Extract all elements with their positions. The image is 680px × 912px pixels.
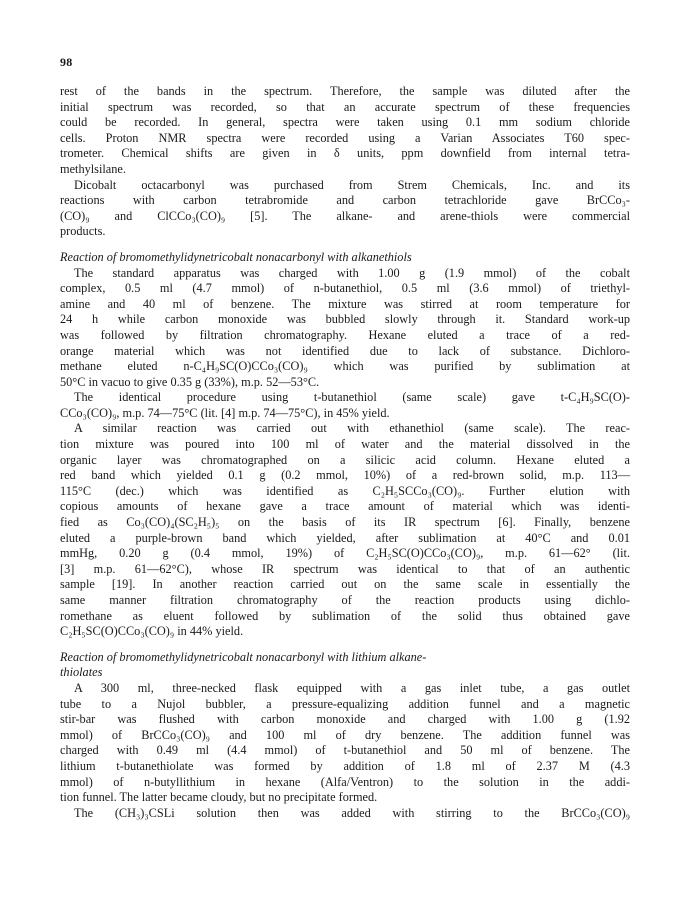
text-line: methylsilane. [60,161,126,176]
text-line: methane eluted n-C₄H₉SC(O)CCo₃(CO)₉ which was purified by sublimation at [60,359,630,374]
paragraph-ethanethiol [60,421,630,639]
text-line: fied as Co₃(CO)₄(SC₂H₅)₅ on the basis of its IR spectrum [6]. Finally, benzene [60,515,630,530]
text-line: cells. Proton NMR spectra were recorded using a Varian Associates T60 spec- [60,130,630,145]
text-line: (CO)₉ and ClCCo₃(CO)₉ [5]. The alkane- and arene-thiols were commercial [60,208,630,223]
text-line: A similar reaction was carried out with ethanethiol (same scale). The reac- [74,421,630,436]
text-line: A 300 ml, three-necked flask equipped with a gas inlet tube, a gas outlet [74,680,630,695]
text-line: tion mixture was poured into 100 ml of water and the material dissolved in the [60,437,630,452]
paragraph-materials [60,178,630,240]
text-line: C₂H₅SC(O)CCo₃(CO)₉ in 44% yield. [60,624,244,639]
text-line: The (CH₃)₃CSLi solution then was added with stirring to the BrCCo₃(CO)₉ [74,805,630,820]
text-line: was followed by filtration chromatography. Hexane eluted a trace of a red- [60,327,630,342]
text-line: lithium t-butanethiolate was formed by addition of 1.8 ml of 2.37 M (4.3 [60,758,630,773]
text-line: tion funnel. The latter became cloudy, but no precipitate formed. [60,790,378,805]
section-heading-alkanethiols: Reaction of bromomethylidynetricobalt nonacarbonyl with alkanethiols [60,249,412,264]
text-line: products. [60,224,106,239]
text-line: 50°C in vacuo to give 0.35 g (33%), m.p. 52—53°C. [60,374,320,389]
text-line: red band which yielded 0.1 g (0.2 mmol, 10%) of a red-brown solid, m.p. 113— [60,468,630,483]
section-heading-lithium-thiolates-cont: thiolates [60,665,103,680]
text-line: copious amounts of hexane gave a trace amount of material which was identi- [60,499,630,514]
text-line: mmol) of BrCCo₃(CO)₉ and 100 ml of dry benzene. The addition funnel was [60,727,630,742]
paragraph-n-butanethiol [60,266,630,391]
text-line: The identical procedure using t-butanethiol (same scale) gave t-C₄H₉SC(O)- [74,390,630,405]
text-line: same manner filtration chromatography of the reaction products using dichlo- [60,593,630,607]
text-line: trometer. Chemical shifts are given in δ units, ppm downfield from internal tetra- [60,146,630,161]
text-line: organic layer was chromatographed on a silicic acid column. Hexane eluted a [60,452,630,467]
section-heading-lithium-thiolates: Reaction of bromomethylidynetricobalt nonacarbonyl with lithium alkane- [60,649,427,664]
paragraph-t-butanethiol [60,390,630,421]
text-line: sample [19]. In another reaction carried out on the same scale in essentially the [60,577,630,592]
text-line: [3] m.p. 61—62°C), whose IR spectrum was identical to that of an authentic [60,561,630,576]
text-line: rest of the bands in the spectrum. Therefore, the sample was diluted after the [60,84,630,98]
text-line: mmol) of n-butyllithium in hexane (Alfa/Ventron) to the solution in the addi- [60,774,630,789]
text-line: could be recorded. In general, spectra were taken using 0.1 mm sodium chloride [60,115,630,130]
text-line: amine and 40 ml of benzene. The mixture was stirred at room temperature for [60,296,630,311]
text-line: romethane as eluent followed by sublimation of the solid thus obtained gave [60,608,630,623]
text-line: initial spectrum was recorded, so that an accurate spectrum of these frequencies [60,99,630,114]
text-line: charged with 0.49 ml (4.4 mmol) of t-butanethiol and 50 ml of benzene. The [60,743,630,758]
text-line: complex, 0.5 ml (4.7 mmol) of n-butanethiol, 0.5 ml (3.6 mmol) of triethyl- [60,281,630,296]
paragraph-addition [60,806,630,822]
body-text [60,84,630,821]
text-line: stir-bar was flushed with carbon monoxide and charged with 1.00 g (1.92 [60,712,630,727]
paragraph-spectra [60,84,630,178]
text-line: orange material which was not identified due to lack of substance. Dichloro- [60,343,630,358]
paragraph-lithium-procedure [60,681,630,806]
text-line: 115°C (dec.) which was identified as C₂H₅SCCo₃(CO)₉. Further elution with [60,483,630,498]
text-line: The standard apparatus was charged with 1.00 g (1.9 mmol) of the cobalt [74,265,630,280]
text-line: 24 h while carbon monoxide was bubbled slowly through it. Standard work-up [60,312,630,327]
text-line: eluted a purple-brown band which yielded, after sublimation at 40°C and 0.01 [60,530,630,545]
text-line: Dicobalt octacarbonyl was purchased from Strem Chemicals, Inc. and its [74,177,630,192]
text-line: mmHg, 0.20 g (0.4 mmol, 19%) of C₂H₅SC(O)CCo₃(CO)₉, m.p. 61—62° (lit. [60,546,630,561]
page-number: 98 [60,55,73,69]
text-line: tube to a Nujol bubbler, a pressure-equalizing addition funnel and a magnetic [60,696,630,711]
text-line: reactions with carbon tetrabromide and carbon tetrachloride gave BrCCo₃- [60,193,630,208]
text-line: CCo₃(CO)₉, m.p. 74—75°C (lit. [4] m.p. 74—75°C), in 45% yield. [60,405,390,420]
